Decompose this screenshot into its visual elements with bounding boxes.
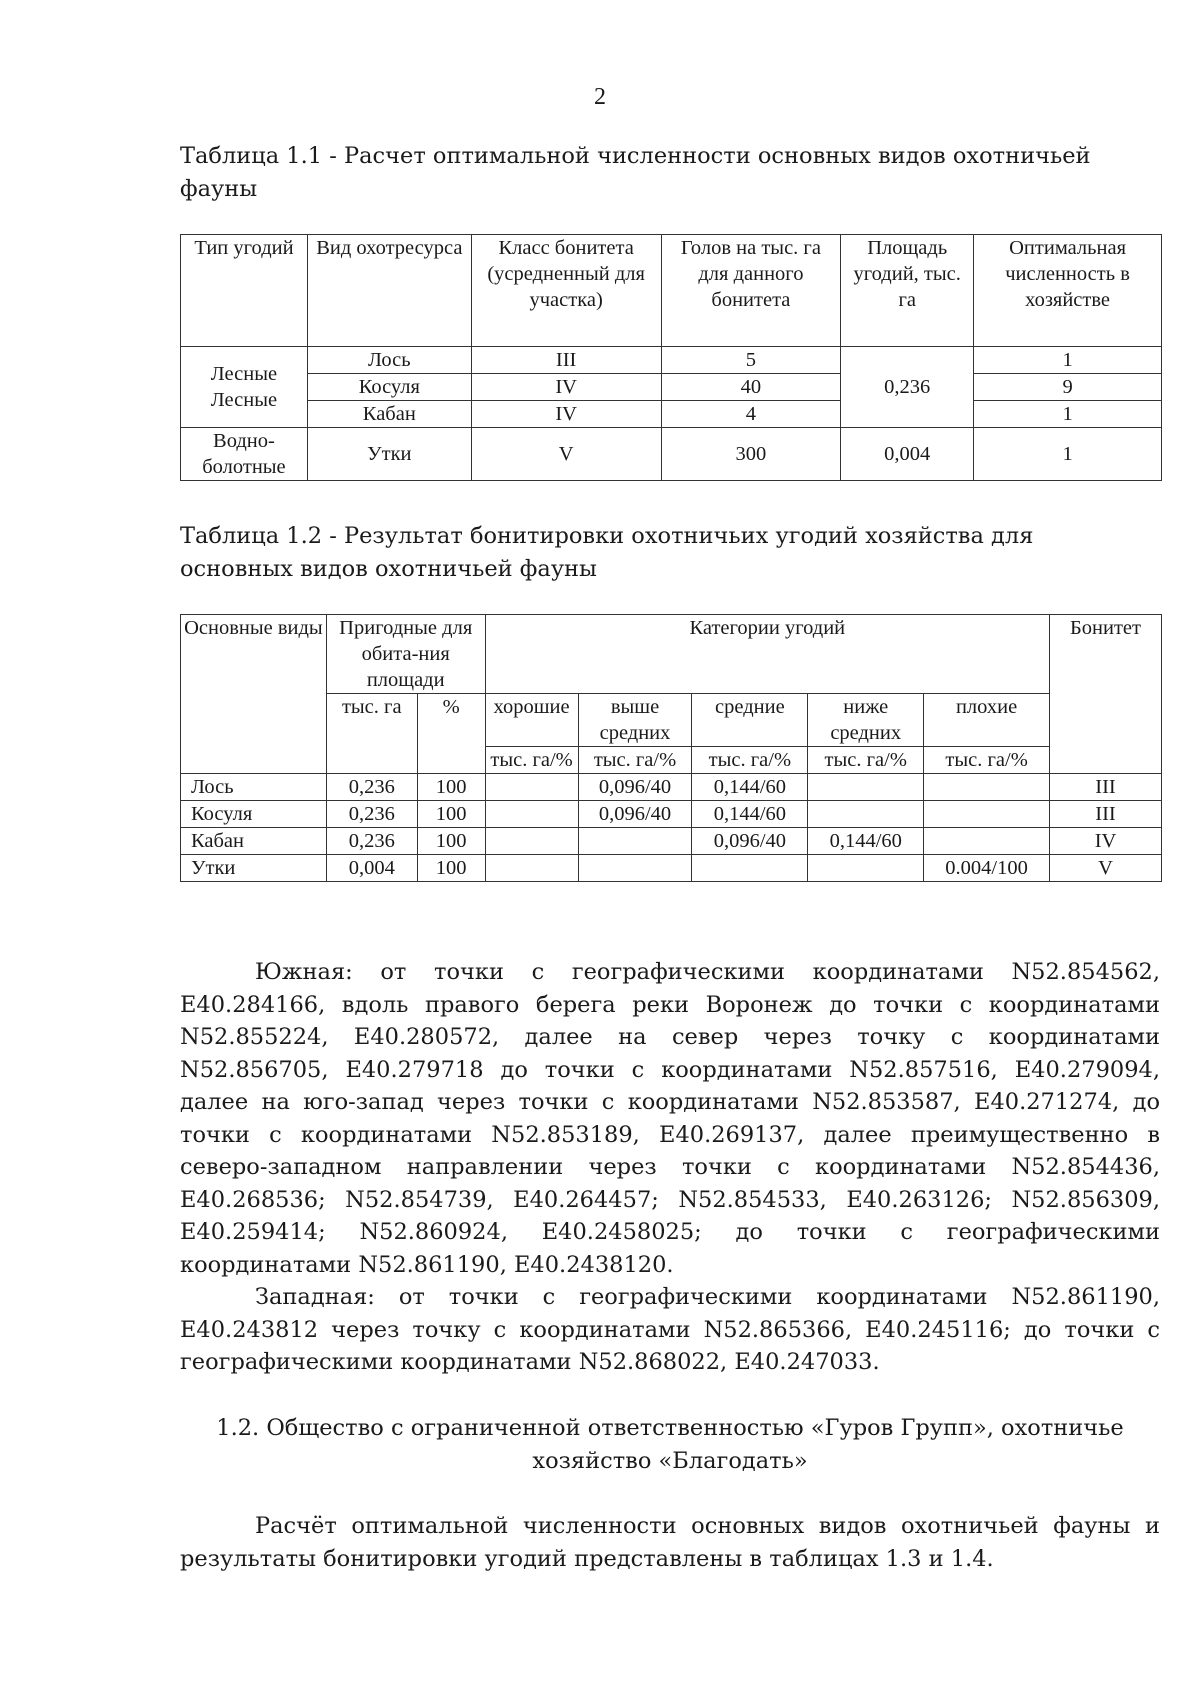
header-above-avg: выше средних: [578, 694, 692, 747]
header-unit: тыс. га/%: [808, 747, 924, 774]
cell-ha: 0,236: [326, 774, 417, 801]
cell-above: 0,096/40: [578, 774, 692, 801]
header-unit: тыс. га/%: [485, 747, 578, 774]
header-bonitet: Бонитет: [1050, 615, 1162, 774]
header-species: Основные виды: [181, 615, 327, 774]
cell-species: Косуля: [181, 801, 327, 828]
cell-pct: 100: [417, 801, 485, 828]
table-row: [181, 801, 1162, 828]
cell-class: IV: [471, 374, 661, 401]
cell-optimal: 1: [974, 347, 1162, 374]
cell-class: V: [471, 428, 661, 481]
cell-pct: 100: [417, 774, 485, 801]
cell-good: [485, 774, 578, 801]
cell-class: III: [471, 347, 661, 374]
cell-optimal: 1: [974, 428, 1162, 481]
table-row: [181, 401, 1162, 428]
cell-good: [485, 855, 578, 882]
cell-species: Кабан: [181, 828, 327, 855]
cell-poor: [924, 828, 1050, 855]
cell-species: Кабан: [307, 401, 471, 428]
table2-header-row-1: [181, 615, 1162, 694]
cell-bonitet: V: [1050, 855, 1162, 882]
cell-avg: 0,144/60: [692, 774, 808, 801]
cell-species: Утки: [181, 855, 327, 882]
cell-above: 0,096/40: [578, 801, 692, 828]
cell-poor: [924, 801, 1050, 828]
table-row: [181, 828, 1162, 855]
cell-above: [578, 828, 692, 855]
cell-species: Косуля: [307, 374, 471, 401]
cell-class: IV: [471, 401, 661, 428]
bonitet-results-table: [180, 614, 1162, 882]
cell-below: 0,144/60: [808, 828, 924, 855]
table-row: [181, 347, 1162, 374]
cell-above: [578, 855, 692, 882]
table-row: [181, 428, 1162, 481]
cell-ha: 0,004: [326, 855, 417, 882]
header-type: Тип угодий: [181, 235, 308, 347]
cell-optimal: 1: [974, 401, 1162, 428]
cell-ha: 0,236: [326, 828, 417, 855]
cell-avg: [692, 855, 808, 882]
header-heads: Голов на тыс. га для данного бонитета: [661, 235, 841, 347]
cell-poor: [924, 774, 1050, 801]
header-poor: плохие: [924, 694, 1050, 747]
cell-bonitet: IV: [1050, 828, 1162, 855]
cell-optimal: 9: [974, 374, 1162, 401]
south-border-paragraph: Южная: от точки с географическими координатами N52.854562, E40.284166, вдоль правого берега реки Воронеж до точки с координатами N52.855224, E40.280572, далее на север через точку с координатами N52.856705, E40.279718 до точки с координатами N52.857516, E40.279094, далее на юго-запад через точки с координатами N52.853587, E40.271274, до точки с координатами N52.853189, E40.269137, далее преимущественно в северо-западном направлении через точки с координатами N52.854436, E40.268536; N52.854739, E40.264457; N52.854533, E40.263126; N52.856309, E40.259414; N52.860924, E40.2458025; до точки с географическими координатами N52.861190, E40.2438120.: [180, 959, 1160, 1278]
header-unit: тыс. га/%: [578, 747, 692, 774]
table-row: [181, 855, 1162, 882]
cell-species: Лось: [181, 774, 327, 801]
cell-below: [808, 801, 924, 828]
header-percent: %: [417, 694, 485, 774]
cell-heads: 300: [661, 428, 841, 481]
header-class: Класс бонитета (усредненный для участка): [471, 235, 661, 347]
table2-caption: Таблица 1.2 - Результат бонитировки охотничьих угодий хозяйства для основных видов охотничьей фауны: [180, 523, 1034, 582]
wetland-type-cell: Водно-болотные: [181, 428, 308, 481]
header-thous-ha: тыс. га: [326, 694, 417, 774]
table1-header-row: [181, 235, 1162, 347]
header-average: средние: [692, 694, 808, 747]
header-unit: тыс. га/%: [692, 747, 808, 774]
cell-below: [808, 774, 924, 801]
table-row: [181, 774, 1162, 801]
header-unit-poor: тыс. га/%: [924, 747, 1050, 774]
header-optimal: Оптимальная численность в хозяйстве: [974, 235, 1162, 347]
optimal-population-table: [180, 234, 1162, 481]
cell-heads: 5: [661, 347, 841, 374]
cell-good: [485, 828, 578, 855]
page-number: 2: [594, 84, 606, 110]
table-row: [181, 374, 1162, 401]
cell-below: [808, 855, 924, 882]
cell-bonitet: III: [1050, 774, 1162, 801]
table1-caption: Таблица 1.1 - Расчет оптимальной численности основных видов охотничьей фауны: [180, 143, 1091, 202]
cell-heads: 40: [661, 374, 841, 401]
west-border-paragraph: Западная: от точки с географическими координатами N52.861190, E40.243812 через точку с координатами N52.865366, E40.245116; до точки с географическими координатами N52.868022, E40.247033.: [180, 1284, 1160, 1375]
cell-species: Лось: [307, 347, 471, 374]
cell-heads: 4: [661, 401, 841, 428]
header-area: Площадь угодий, тыс. га: [841, 235, 974, 347]
header-good: хорошие: [485, 694, 578, 747]
cell-area: 0,004: [841, 428, 974, 481]
table2-header-row-2: [181, 694, 1162, 747]
cell-ha: 0,236: [326, 801, 417, 828]
cell-avg: 0,096/40: [692, 828, 808, 855]
header-categories: Категории угодий: [485, 615, 1049, 694]
cell-pct: 100: [417, 828, 485, 855]
cell-species: Утки: [307, 428, 471, 481]
header-suitable: Пригодные для обита-ния площади: [326, 615, 485, 694]
cell-poor: 0.004/100: [924, 855, 1050, 882]
cell-bonitet: III: [1050, 801, 1162, 828]
forest-area-cell: 0,236: [841, 347, 974, 428]
cell-pct: 100: [417, 855, 485, 882]
forest-type-cell: Лесные Лесные: [181, 347, 308, 428]
cell-good: [485, 801, 578, 828]
header-species: Вид охотресурса: [307, 235, 471, 347]
header-below-avg: ниже средних: [808, 694, 924, 747]
section-heading: 1.2. Общество с ограниченной ответственностью «Гуров Групп», охотничье хозяйство «Благодать»: [216, 1415, 1124, 1474]
cell-avg: 0,144/60: [692, 801, 808, 828]
summary-paragraph: Расчёт оптимальной численности основных видов охотничьей фауны и результаты бонитировки угодий представлены в таблицах 1.3 и 1.4.: [180, 1513, 1160, 1572]
